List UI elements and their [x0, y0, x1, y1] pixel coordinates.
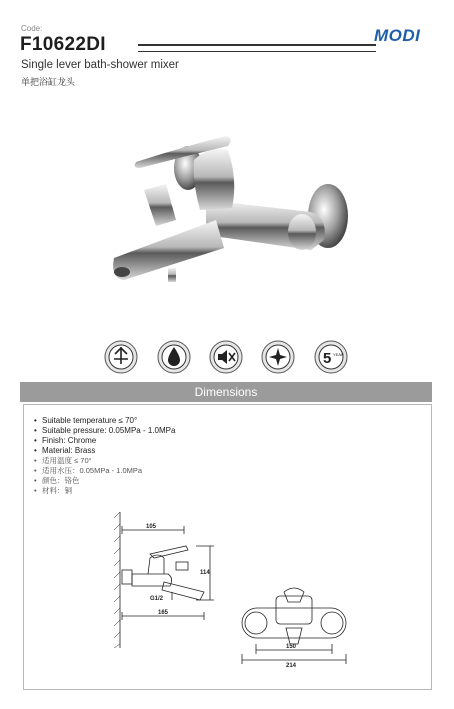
warranty-years: 5 [323, 350, 332, 367]
spec-item: • 适用水压：0.05MPa - 1.0MPa [34, 466, 143, 475]
product-image [96, 120, 366, 300]
dimensions-header: Dimensions [20, 382, 432, 402]
five-year-warranty-icon [314, 340, 348, 374]
spec-item: • Suitable temperature ≤ 70° [34, 416, 138, 425]
dim-center-distance: 150 [286, 644, 297, 650]
technical-drawing [108, 508, 348, 668]
product-name-cn: 单把浴缸龙头 [21, 77, 76, 87]
dim-height: 114 [200, 570, 210, 576]
spec-item: • 颜色：铬色 [34, 476, 80, 485]
ceramic-cartridge-icon [104, 340, 138, 374]
easy-clean-icon [261, 340, 295, 374]
dim-spout-length: 105 [146, 524, 157, 530]
product-code: F10622DI [20, 34, 106, 55]
spec-item: • 材料：铜 [34, 486, 72, 495]
brand-logo: MODI [374, 26, 421, 45]
title-rule [138, 44, 376, 52]
spec-item: • 适用温度 ≤ 70° [34, 456, 92, 465]
dim-total-width: 214 [286, 663, 297, 668]
feature-icons [104, 340, 350, 380]
code-label: Code: [21, 24, 43, 33]
warranty-word: YEAR [333, 352, 344, 357]
low-noise-icon [209, 340, 243, 374]
dim-total-depth: 165 [158, 610, 169, 616]
spec-item: • Suitable pressure: 0.05MPa - 1.0MPa [34, 426, 176, 435]
dim-thread: G1/2 [150, 596, 164, 602]
water-saving-icon [157, 340, 191, 374]
spec-item: • Finish: Chrome [34, 436, 97, 445]
spec-item: • Material: Brass [34, 446, 96, 455]
product-name-en: Single lever bath-shower mixer [21, 59, 179, 71]
